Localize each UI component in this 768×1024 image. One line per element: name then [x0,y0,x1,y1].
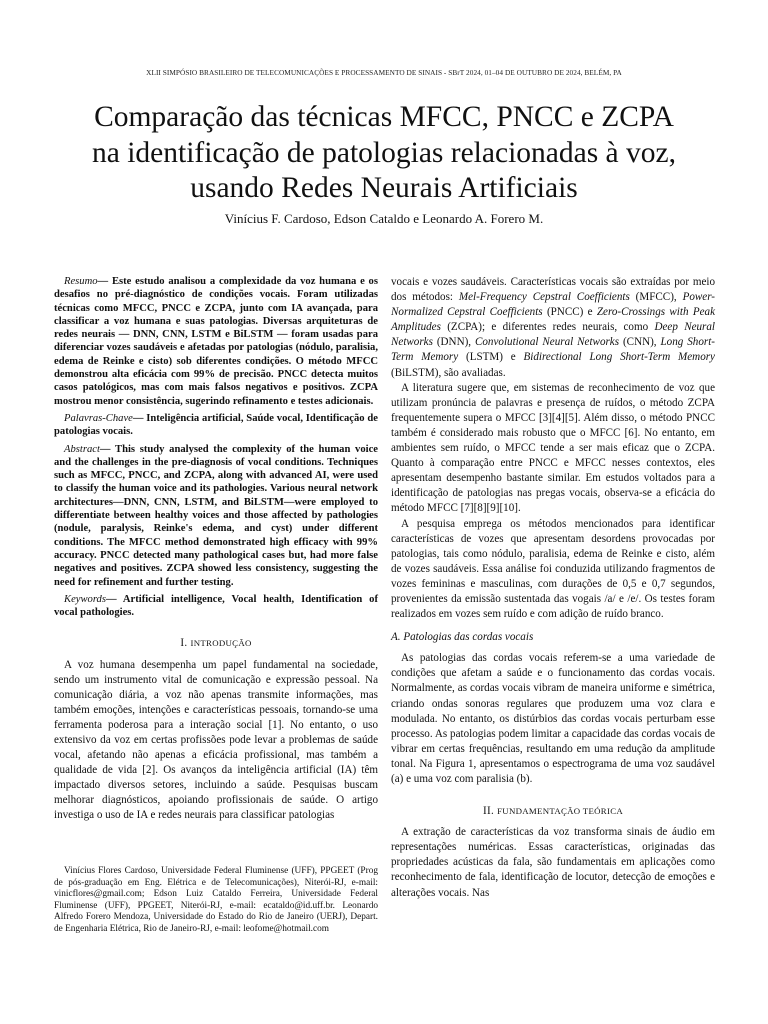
section-number: II. [482,805,495,818]
bilstm-term: Bidirectional Long Short-Term Memory [523,351,715,364]
intro-paragraph: A voz humana desempenha um papel fundamental na sociedade, sendo um instrumento vital de comunicação e expressão pessoal. Na comunicação diária, a voz não apenas transmite informações, mas também emoções, intenções e características pessoais, tornando-se uma ferramenta poderosa para a interação social [1]. No entanto, o uso extensivo da voz em certas profissões pode levar a problemas de saúde vocal, afetando não apenas a eficácia profissional, mas também a qualidade de vida [2]. Os avanços da inteligência artificial (IA) têm impactado diversos setores, incluindo a saúde. Pesquisas buscam melhorar diagnósticos, apoiando profissionais de saúde. O artigo investiga o uso de IA e redes neurais para classificar patologias [54,658,378,822]
title-line-3: usando Redes Neurais Artificiais [190,172,578,204]
section-title: INTRODUÇÃO [190,638,252,649]
methods-paragraph [391,275,715,381]
text-span: (DNN), [432,336,475,349]
literature-paragraph: A literatura sugere que, em sistemas de reconhecimento de voz que utilizam pronúncia de palavras e presença de ruídos, o método ZCPA frequentemente supera o MFCC [3][4][5]. Além disso, o método PNCC também é considerado mais robusto que o MFCC [6]. No entanto, em ambientes sem ruído, o MFCC tende a ser mais eficaz que o ZCPA. Quanto à comparação entre PNCC e MFCC nesses contextos, eles apresentam desempenho bastante similar. Em estudos voltados para a identificação de patologias nas pregas vocais, observa-se a eficácia do método MFCC [7][8][9][10]. [391,381,715,515]
text-span: (MFCC), [629,291,683,304]
pathologies-paragraph: As patologias das cordas vocais referem-se a uma variedade de condições que afetam a saúde e o funcionamento das cordas vocais. Normalmente, as cordas vocais vibram de maneira uniforme e simétrica, criando ondas sonoras regulares que produzem uma voz clara e modulada. No entanto, os distúrbios das cordas vocais perturbam esse processo. As patologias podem limitar a capacidade das cordas vocais de vibrar em certas frequências, resultando em uma redução da amplitude tonal. Na Figura 1, apresentamos o espectrograma de uma voz saudável (a) e uma voz com paralisia (b). [391,652,715,785]
conference-header: XLII SIMPÓSIO BRASILEIRO DE TELECOMUNICAÇÕES E PROCESSAMENTO DE SINAIS - SBrT 2024, 01–04 DE OUTUBRO DE 2024, BELÉM, PA [146,68,622,77]
keywords-paragraph: Keywords— Artificial intelligence, Vocal health, Identification of vocal pathologies. [54,593,378,619]
palavras-chave-text: Inteligência artificial, Saúde vocal, Identificação de patologias vocais. [54,412,378,438]
pncc-term: Power-Normalized Cepstral Coefficients [391,291,715,319]
keywords-lead: Keywords [64,593,106,605]
feature-extraction-paragraph: A extração de características da voz transforma sinais de áudio em representações numéricas. Essas características, originadas das propriedades acústicas da fala, são fundamentais em aplicações como reconhecimento de fala, identificação de locutor, detecção de emoções e alterações vocais. Nas [391,826,715,899]
author-footnote [54,866,378,936]
abstract-lead: Abstract [64,443,100,455]
resumo-paragraph: Resumo— Este estudo analisou a complexidade da voz humana e os desafios no pré-diagnóstico de condições vocais. Foram utilizadas técnicas como MFCC, PNCC e ZCPA, junto com IA avançada, para classificar a voz humana e suas patologias. Diversas arquiteturas de redes neurais — DNN, CNN, LSTM e BiLSTM — foram usadas para diferenciar vozes saudáveis e afetadas por patologias (nódulo, paralisia, edema de Reinke e cisto) sob diferentes condições. O método MFCC demonstrou alta eficácia com 99% de precisão. PNCC detecta muitos casos patológicos, mas com mais falsos negativos e positivos. ZCPA mostrou menor consistência, sugerindo refinamento e testes adicionais. [54,276,378,407]
section-heading-fundamentacao [391,804,715,819]
resumo-text: Este estudo analisou a complexidade da voz humana e os desafios no pré-diagnóstico de condições vocais. Foram utilizadas técnicas como MFCC, PNCC e ZCPA, junto com IA avançada, para classificar a voz humana e suas patologias. Diversas arquiteturas de redes neurais — DNN, CNN, LSTM e BiLSTM — foram usadas para diferenciar vozes saudáveis e afetadas por patologias (nódulo, paralisia, edema de Reinke e cisto) sob diferentes condições. O método MFCC demonstrou alta eficácia com 99% de precisão. PNCC detecta muitos casos patológicos, mas com mais falsos negativos e positivos. ZCPA mostrou menor consistência, sugerindo refinamento e testes adicionais. [54,276,378,407]
right-column [391,275,715,901]
title-line-2: na identificação de patologias relacionadas à voz, [92,136,676,169]
lstm-term: Long Short-Term Memory [391,336,715,364]
left-column [54,275,378,824]
mfcc-term: Mel-Frequency Cepstral Coefficients [458,291,630,304]
text-span: (CNN), [619,336,661,349]
section-number: I. [180,637,188,650]
text-span: (BiLSTM), são avaliadas. [391,366,506,379]
paper-title [40,100,728,207]
text-span: vocais e vozes saudáveis. Características vocais são extraídas por meio dos métodos: [391,276,715,304]
text-span: (PNCC) e [542,306,597,319]
resumo-lead: Resumo [64,276,98,287]
dnn-term: Deep Neural Networks [391,321,716,349]
abstract-text: This study analysed the complexity of the human voice and the challenges in the pre-diagnosis of vocal conditions. Techniques such as MFCC, PNCC, and ZCPA, along with advanced AI, were used to classify the human voice and its pathologies. Various neural network architectures—DNN, CNN, LSTM, and BiLSTM—were employed to differentiate between healthy voices and those affected by pathologies (nodule, paralysis, Reinke's edema, and cyst) under different conditions. The MFCC method demonstrated high efficacy with 99% accuracy. PNCC detected many pathological cases but, had more false negatives and positives. ZCPA showed less consistency, suggesting the need for refinement and further testing. [54,443,378,588]
research-paragraph: A pesquisa emprega os métodos mencionados para identificar características de vozes que apresentam desordens provocadas por patologias, tais como nódulo, paralisia, edema de Reinke e cisto, além de vozes saudáveis. Essa análise foi conduzida utilizando fragmentos de vozes femininas e masculinas, com durações de 0,5 e 0,7 segundos, provenientes da emissão sustentada das vogais /a/ e /e/. Os testes foram realizados em vozes sem ruído e com adição de ruído branco. [391,517,715,621]
palavras-chave-lead: Palavras-Chave [64,412,133,424]
keywords-text: Artificial intelligence, Vocal health, Identification of vocal pathologies. [54,593,378,619]
zcpa-term: Zero-Crossings with Peak Amplitudes [391,306,715,334]
footnote-text: Vinícius Flores Cardoso, Universidade Federal Fluminense (UFF), PPGEET (Prog de pós-graduação em Eng. Elétrica e de Telecomunicações), Niterói-RJ, e-mail: vinicflores@gmail.com; Edson Luiz Cataldo Ferreira, Universidade Federal Fluminense (UFF), PPGEET, Niterói-RJ, e-mail: ecataldo@id.uff.br. Leonardo Alfredo Forero Mendoza, Universidade do Estado do Rio de Janeiro (UERJ), Depart. de Engenharia Elétrica, Rio de Janeiro-RJ, e-mail: leofome@hotmail.com [54,866,378,934]
cnn-term: Convolutional Neural Networks [474,336,620,349]
section-heading-introducao [54,636,378,651]
abstract-paragraph: Abstract— This study analysed the complexity of the human voice and the challenges in the pre-diagnosis of vocal conditions. Techniques such as MFCC, PNCC, and ZCPA, along with advanced AI, were used to classify the human voice and its pathologies. Various neural network architectures—DNN, CNN, LSTM, and BiLSTM—were employed to differentiate between healthy voices and those affected by pathologies (nodule, paralysis, Reinke's edema, and cyst) under different conditions. The MFCC method demonstrated high efficacy with 99% accuracy. PNCC detected many pathological cases but, had more false negatives and positives. ZCPA showed less consistency, suggesting the need for refinement and further testing. [54,443,378,588]
text-span: (ZCPA); e diferentes redes neurais, como [440,321,655,334]
section-title: FUNDAMENTAÇÃO TEÓRICA [497,806,624,817]
title-line-1: Comparação das técnicas MFCC, PNCC e ZCPA [94,101,674,133]
text-span: (LSTM) e [458,351,524,364]
palavras-chave-paragraph: Palavras-Chave— Inteligência artificial, Saúde vocal, Identificação de patologias vocais. [54,412,378,438]
subsection-heading-patologias: A. Patologias das cordas vocais [391,631,534,644]
author-list: Vinícius F. Cardoso, Edson Cataldo e Leonardo A. Forero M. [224,211,544,226]
